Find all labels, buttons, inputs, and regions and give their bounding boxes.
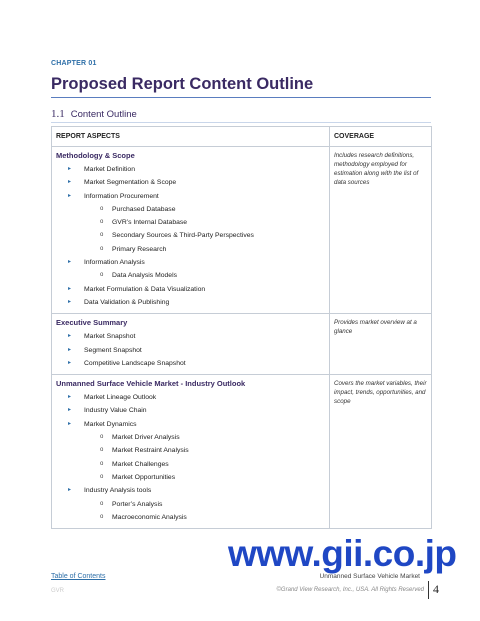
sub-item: o Data Analysis Models	[56, 269, 325, 282]
aspect-item: ▸ Market Dynamics	[56, 418, 325, 431]
sub-item: o Purchased Database	[56, 203, 325, 216]
sub-item: o Macroeconomic Analysis	[56, 511, 325, 524]
aspect-item-list	[56, 163, 325, 309]
sub-item-group	[56, 431, 325, 484]
aspect-section-title: Methodology & Scope	[56, 151, 135, 160]
chapter-label: CHAPTER 01	[51, 60, 97, 67]
page-title: Proposed Report Content Outline	[51, 75, 314, 93]
footer-report-name: Unmanned Surface Vehicle Market	[319, 573, 420, 580]
section-heading	[51, 108, 137, 120]
page-number: 4	[433, 582, 439, 596]
sub-item: o Primary Research	[56, 243, 325, 256]
footer-separator	[428, 581, 429, 599]
sub-item-list	[56, 203, 325, 256]
watermark: www.gii.co.jp	[228, 533, 457, 574]
sub-item: o Porter’s Analysis	[56, 498, 325, 511]
report-aspects-cell	[52, 314, 330, 375]
aspect-item: ▸ Industry Value Chain	[56, 404, 325, 417]
aspect-item: ▸ Industry Analysis tools	[56, 484, 325, 497]
aspect-item: ▸ Market Definition	[56, 163, 325, 176]
report-aspects-cell	[52, 375, 330, 529]
aspect-item: ▸ Market Snapshot	[56, 330, 325, 343]
report-aspects-cell	[52, 147, 330, 314]
aspect-item: ▸ Market Segmentation & Scope	[56, 176, 325, 189]
sub-item: o Market Driver Analysis	[56, 431, 325, 444]
title-divider	[51, 97, 431, 98]
sub-item: o Market Restraint Analysis	[56, 444, 325, 457]
section-title: Content Outline	[70, 109, 137, 120]
aspect-item-list	[56, 330, 325, 370]
sub-item-list	[56, 269, 325, 282]
aspect-item: ▸ Information Procurement	[56, 190, 325, 203]
sub-item-list	[56, 498, 325, 525]
sub-item: o GVR’s Internal Database	[56, 216, 325, 229]
coverage-cell: Covers the market variables, their impact, trends, opportunities, and scope	[330, 375, 432, 529]
sub-item: o Secondary Sources & Third-Party Perspectives	[56, 229, 325, 242]
column-header-coverage: COVERAGE	[330, 127, 432, 147]
table-of-contents-link[interactable]: Table of Contents	[51, 573, 106, 580]
sub-item: o Market Challenges	[56, 458, 325, 471]
outline-body	[52, 147, 432, 529]
sub-item-list	[56, 431, 325, 484]
aspect-item: ▸ Market Lineage Outlook	[56, 391, 325, 404]
sub-item-group	[56, 269, 325, 282]
aspect-item-list	[56, 391, 325, 524]
outline-table	[51, 126, 432, 529]
sub-item: o Market Opportunities	[56, 471, 325, 484]
aspect-section-title: Executive Summary	[56, 318, 128, 328]
aspect-item: ▸ Information Analysis	[56, 256, 325, 269]
table-row	[52, 314, 432, 375]
coverage-cell: Provides market overview at a glance	[330, 314, 432, 375]
footer-left-mark: GVR	[51, 588, 65, 594]
table-header-row	[52, 127, 432, 147]
aspect-item: ▸ Market Formulation & Data Visualization	[56, 283, 325, 296]
table-row	[52, 375, 432, 529]
column-header-aspects: REPORT ASPECTS	[52, 127, 330, 147]
section-number: 1.1	[51, 108, 65, 120]
sub-item-group	[56, 203, 325, 256]
table-row	[52, 147, 432, 314]
aspect-section-title: Unmanned Surface Vehicle Market - Industry Outlook	[56, 379, 246, 389]
sub-item-group	[56, 498, 325, 525]
coverage-cell: Includes research definitions, methodology employed for estimation along with the list of data sources	[330, 147, 432, 314]
aspect-item: ▸ Segment Snapshot	[56, 344, 325, 357]
section-divider	[51, 122, 431, 123]
aspect-item: ▸ Competitive Landscape Snapshot	[56, 357, 325, 370]
aspect-item: ▸ Data Validation & Publishing	[56, 296, 325, 309]
footer-copyright: ©Grand View Research, Inc., USA. All Rights Reserved	[276, 587, 424, 593]
